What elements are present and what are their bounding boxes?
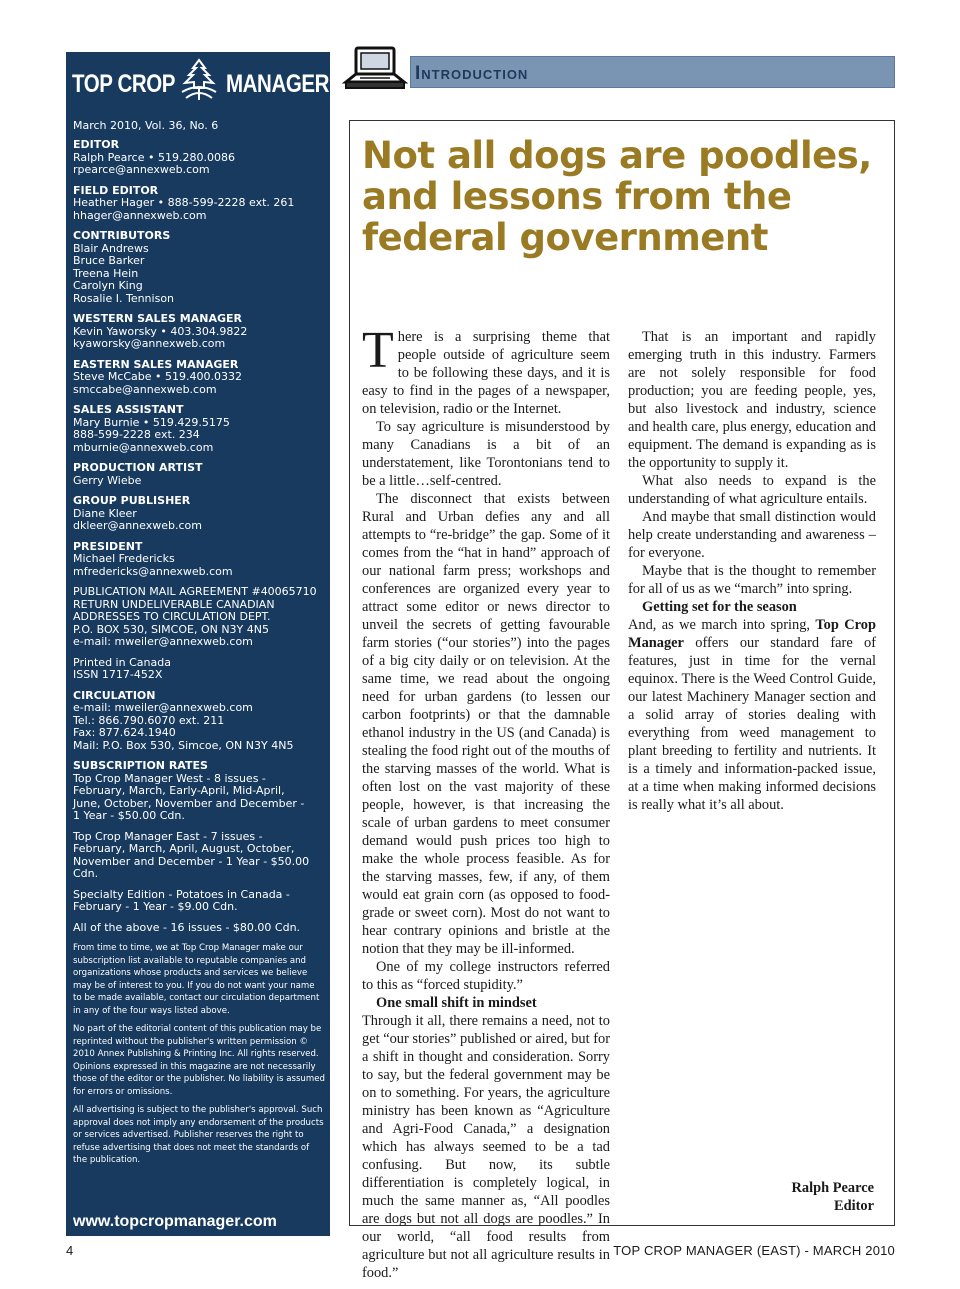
staff-detail: Kevin Yaworsky • 403.304.9822 [73, 324, 248, 338]
subheading: Getting set for the season [642, 599, 797, 615]
staff-detail: Heather Hager • 888-599-2228 ext. 261 [73, 196, 295, 209]
advertising-notice: All advertising is subject to the publisher's approval. Such approval does not imply any endorsement of the products or services advertised. Publisher reserves the right to refuse advertising that does not meet the standards of the publication. [73, 1105, 324, 1165]
masthead-title-left: TOP CROP [72, 70, 176, 98]
rate-special-line: February - 1 Year - $9.00 Cdn. [73, 900, 238, 913]
subheading: One small shift in mindset [376, 995, 537, 1011]
mail-line: P.O. BOX 530, SIMCOE, ON N3Y 4N5 [73, 622, 270, 636]
website-link[interactable]: www.topcropmanager.com [73, 1213, 277, 1230]
circulation-line: Fax: 877.624.1940 [73, 726, 176, 739]
staff-detail: mfredericks@annexweb.com [73, 564, 233, 578]
mail-line: ADDRESSES TO CIRCULATION DEPT. [73, 610, 271, 623]
staff-entry [73, 230, 325, 305]
rate-east-line: Cdn. [73, 867, 99, 880]
circulation-line: Tel.: 866.790.6070 ext. 211 [73, 713, 225, 727]
article-paragraph [628, 616, 876, 814]
staff-role: PRESIDENT [73, 539, 143, 553]
staff-detail: Mary Burnie • 519.429.5175 [73, 415, 230, 429]
rate-all [73, 922, 325, 935]
mail-agreement [73, 586, 325, 649]
staff-role: SALES ASSISTANT [73, 403, 184, 416]
privacy-notice: From time to time, we at Top Crop Manager make our subscription list available to reputable companies and organizations whose products and services we believe may be of interest to you. If you do not want your name to be made available, contact our circulation department in any of the four ways listed above. [73, 943, 320, 1016]
article-paragraph: One of my college instructors referred to this as “forced stupidity.” [362, 959, 610, 993]
circulation-line: e-mail: mweiler@annexweb.com [73, 701, 253, 714]
staff-detail: Gerry Wiebe [73, 473, 142, 487]
staff-detail: Bruce Barker [73, 254, 145, 267]
article-paragraph: Through it all, there remains a need, not to get “our stories” published or aired, but for a shift in thought and consideration. Sorry to say, but the federal government may be on to something. For years, the agriculture ministry has been known as “Agriculture and Agri-Food Canada,” a designation which has always seemed to be a tad confusing. But now, its subtle differentiation is completely logical, in much the same manner as, “All poodles are dogs but not all dogs are poodles.” In our world, “all food results from agriculture but not all agriculture results in food.” [362, 1013, 610, 1281]
issn-line: ISSN 1717-452X [73, 668, 163, 681]
article-paragraph: What also needs to expand is the understanding of what agriculture entails. [628, 473, 876, 507]
masthead-title-right: MANAGER [226, 70, 330, 98]
rate-west-line: Top Crop Manager West - 8 issues - [73, 771, 266, 785]
staff-detail: Diane Kleer [73, 506, 137, 520]
staff-role: CONTRIBUTORS [73, 229, 171, 242]
staff-role: FIELD EDITOR [73, 183, 159, 197]
staff-list [73, 139, 325, 578]
article-paragraph: Maybe that is the thought to remember for all of us as we “march” into spring. [628, 563, 876, 597]
circulation-heading: CIRCULATION [73, 688, 156, 702]
subscription-heading: SUBSCRIPTION RATES [73, 759, 208, 772]
masthead-info [73, 119, 325, 1173]
staff-role: WESTERN SALES MANAGER [73, 312, 242, 325]
paragraph-text: here is a surprising theme that people outside of agriculture seem to be following these days, and it is easy to find in the pages of a newspaper, on television, radio or the Internet. [362, 329, 610, 417]
staff-entry [73, 541, 325, 579]
staff-detail: Ralph Pearce • 519.280.0086 [73, 150, 235, 164]
article-column-2 [628, 328, 876, 814]
staff-detail: smccabe@annexweb.com [73, 382, 217, 396]
rate-special [73, 889, 325, 914]
staff-detail: rpearce@annexweb.com [73, 163, 210, 176]
masthead-sidebar [66, 52, 330, 1236]
paragraph-text: offers our standard fare of features, just in time for the vernal equinox. There is the Weed Control Guide, our latest Machinery Manager section and a solid array of stories dealing with everything from weed management to plant breeding to fertility and nutrients. It is a timely and information-packed issue, at a time when making informed decisions is really what it’s all about. [628, 635, 876, 813]
subscription-rates [73, 760, 325, 823]
staff-detail: Treena Hein [73, 266, 139, 280]
staff-detail: Blair Andrews [73, 241, 149, 255]
drop-cap: T [362, 322, 394, 379]
staff-entry [73, 359, 325, 397]
staff-detail: hhager@annexweb.com [73, 208, 207, 222]
rate-west-line: 1 Year - $50.00 Cdn. [73, 809, 185, 822]
staff-detail: 888-599-2228 ext. 234 [73, 428, 200, 441]
staff-role: EDITOR [73, 138, 120, 151]
leaf-logo-icon [176, 58, 222, 102]
circulation-line: Mail: P.O. Box 530, Simcoe, ON N3Y 4N5 [73, 738, 294, 752]
section-title: Introduction [415, 63, 529, 84]
rate-east [73, 831, 325, 881]
copyright-notice: No part of the editorial content of this publication may be reprinted without the publisher's written permission © 2010 Annex Publishing & Printing Inc. All rights reserved. Opinions expressed in this magazine are not necessarily those of the editor or the publisher. No liability is assumed for errors or omissions. [73, 1024, 325, 1097]
author-title: Editor [834, 1198, 874, 1214]
staff-detail: kyaworsky@annexweb.com [73, 337, 226, 350]
article-paragraph: To say agriculture is misunderstood by many Canadians is a bit of an understatement, like Torontonians tend to be a little…self-centred. [362, 419, 610, 489]
rate-west-line: June, October, November and December - [73, 796, 305, 810]
rate-east-line: February, March, April, August, October, [73, 842, 295, 855]
article-paragraph [362, 322, 610, 418]
staff-entry [73, 185, 325, 223]
issue-info: March 2010, Vol. 36, No. 6 [73, 119, 219, 132]
staff-role: EASTERN SALES MANAGER [73, 357, 239, 371]
article-column-1 [362, 322, 610, 1282]
mail-line: e-mail: mweiler@annexweb.com [73, 635, 253, 648]
staff-entry [73, 495, 325, 533]
rate-east-line: Top Crop Manager East - 7 issues - [73, 829, 263, 843]
staff-entry [73, 139, 325, 177]
staff-detail: Rosalie I. Tennison [73, 291, 175, 305]
masthead [66, 52, 330, 110]
signature [628, 1179, 874, 1215]
laptop-icon [342, 44, 408, 96]
staff-detail: mburnie@annexweb.com [73, 440, 214, 454]
rate-special-line: Specialty Edition - Potatoes in Canada - [73, 887, 290, 901]
staff-role: PRODUCTION ARTIST [73, 461, 203, 474]
author-name: Ralph Pearce [791, 1180, 874, 1196]
paragraph-text: And, as we march into spring, [628, 617, 816, 633]
article-paragraph: And maybe that small distinction would help create understanding and awareness – for everyone. [628, 509, 876, 561]
rate-all-line: All of the above - 16 issues - $80.00 Cdn. [73, 920, 301, 934]
staff-detail: dkleer@annexweb.com [73, 519, 202, 532]
staff-role: GROUP PUBLISHER [73, 494, 191, 507]
mail-line: RETURN UNDELIVERABLE CANADIAN [73, 597, 275, 611]
staff-entry [73, 404, 325, 454]
rate-west-line: February, March, Early-April, Mid-April, [73, 784, 285, 797]
rate-east-line: November and December - 1 Year - $50.00 [73, 854, 310, 868]
staff-entry [73, 313, 325, 351]
page-number: 4 [66, 1243, 74, 1258]
article-paragraph: The disconnect that exists between Rural and Urban defies any and all attempts to “re-bridge” the gap. Some of it comes from the “hat in hand” approach of our national farm press; workshops and conferences are organized every year to attract some editor or news director to unveil the secrets of getting favourable farm stories (“our stories”) into the pages of a big city daily or on television. At the same time, we read about the ongoing need for urban gardens (to lessen our carbon footprints) or that the damnable ethanol industry in the US (and Canada) is stealing the food right out of the mouths of the starving masses of the world. What is often lost on the vast majority of these people, however, is that increasing the scale of urban gardens to meet consumer demand would push prices too high to make the whole process feasible. As for the starving masses, few, if any, of them would eat grain corn (as opposed to food-grade or sweet corn). Most do not want to hear contrary opinions and bristle at the notion that they may be ill-informed. [362, 491, 610, 957]
printed-info [73, 657, 325, 682]
staff-detail: Michael Fredericks [73, 552, 175, 565]
running-footer: TOP CROP MANAGER (EAST) - MARCH 2010 [613, 1243, 895, 1258]
staff-detail: Steve McCabe • 519.400.0332 [73, 370, 243, 383]
article-paragraph: That is an important and rapidly emerging truth in this industry. Farmers are not solely responsible for food production; you are feeding people, yes, but also livestock and industry, science and health care, plus energy, education and equipment. The demand is expanding as is the opportunity to supply it. [628, 329, 876, 471]
staff-detail: Carolyn King [73, 279, 143, 292]
article-headline: Not all dogs are poodles, and lessons from the federal government [362, 134, 872, 259]
magazine-name: Top Crop Manager [628, 617, 876, 651]
circulation-info [73, 690, 325, 753]
printed-line: Printed in Canada [73, 655, 171, 669]
mail-line: PUBLICATION MAIL AGREEMENT #40065710 [73, 585, 317, 598]
staff-entry [73, 462, 325, 487]
section-header [410, 56, 895, 88]
